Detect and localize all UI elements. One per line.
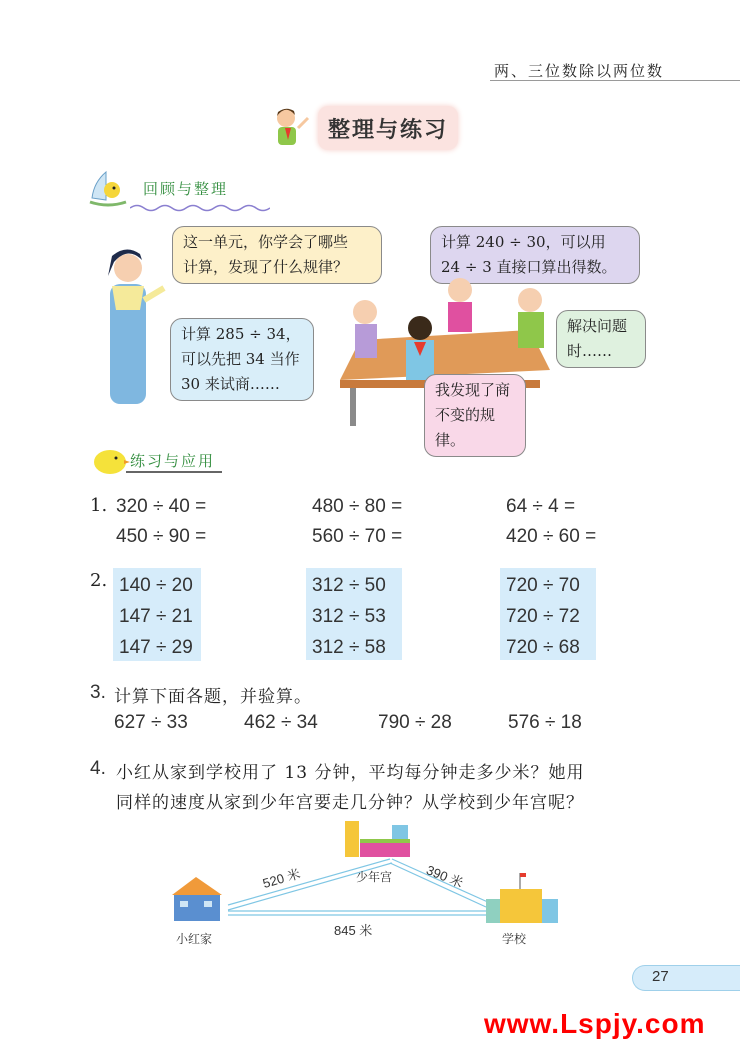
distance-palace-school: 390 米 [424, 862, 466, 891]
q4-text-line: 小红从家到学校用了 13 分钟，平均每分钟走多少米？她用 [116, 763, 585, 783]
bubble-line: 计算，发现了什么规律？ [183, 258, 349, 276]
bubble-line: 不变的规律。 [435, 406, 496, 449]
q1-item: 480 ÷ 80 = [312, 496, 403, 517]
bubble-line: 24 ÷ 3 直接口算出得数。 [441, 258, 617, 276]
q4-number: 4. [90, 758, 106, 779]
q2-number: 2. [90, 570, 108, 591]
q2-item: 720 ÷ 68 [506, 637, 580, 658]
q1-item: 420 ÷ 60 = [506, 526, 597, 547]
q2-item: 140 ÷ 20 [119, 575, 193, 596]
bubble-line: 计算 285 ÷ 34， [181, 325, 301, 343]
q1-number: 1. [90, 495, 108, 516]
sailboat-chick-icon [88, 170, 128, 210]
bubble-line: 可以先把 34 当作 [181, 350, 300, 368]
chapter-title: 两、三位数除以两位数 [494, 62, 665, 80]
bubble-line: 30 来试商…… [181, 375, 280, 393]
distance-home-palace: 520 米 [260, 865, 302, 891]
girl-left-speech-bubble [170, 318, 314, 401]
q2-item: 720 ÷ 72 [506, 606, 580, 627]
q2-item: 147 ÷ 29 [119, 637, 193, 658]
palace-label: 少年宫 [356, 870, 393, 884]
page-number: 27 [652, 968, 669, 985]
q3-item: 627 ÷ 33 [114, 712, 188, 733]
review-section-label: 回顾与整理 [143, 180, 229, 198]
header-divider [490, 80, 740, 81]
q1-item: 320 ÷ 40 = [116, 496, 207, 517]
q1-item: 450 ÷ 90 = [116, 526, 207, 547]
bubble-line: 计算 240 ÷ 30，可以用 [441, 233, 606, 251]
q3-item: 576 ÷ 18 [508, 712, 582, 733]
q3-number: 3. [90, 682, 106, 703]
boy-mascot-icon [272, 106, 312, 150]
q2-group-3 [500, 568, 596, 660]
teacher-illustration [90, 240, 170, 420]
page-title: 整理与练习 [318, 106, 458, 150]
home-building-icon [172, 877, 222, 921]
q3-item: 462 ÷ 34 [244, 712, 318, 733]
bubble-line: 时…… [567, 342, 613, 360]
practice-underline [126, 471, 222, 473]
boy-front-speech-bubble [424, 374, 526, 457]
q1-item: 64 ÷ 4 = [506, 496, 576, 517]
q2-item: 720 ÷ 70 [506, 575, 580, 596]
school-label: 学校 [502, 932, 527, 946]
watermark: www.Lspjy.com [484, 1008, 706, 1039]
school-building-icon [486, 873, 558, 923]
practice-section-label: 练习与应用 [130, 452, 216, 470]
boy-right-speech-bubble [556, 310, 646, 368]
q2-group-1 [113, 568, 201, 661]
q2-group-2 [306, 568, 402, 660]
bubble-line: 这一单元，你学会了哪些 [183, 233, 349, 251]
page-number-tab [632, 965, 740, 991]
wave-decoration [130, 198, 270, 208]
bubble-line: 解决问题 [567, 317, 628, 335]
youth-palace-building-icon [345, 821, 410, 857]
q1-item: 560 ÷ 70 = [312, 526, 403, 547]
q2-item: 312 ÷ 58 [312, 637, 386, 658]
q3-item: 790 ÷ 28 [378, 712, 452, 733]
q2-item: 312 ÷ 53 [312, 606, 386, 627]
q2-item: 312 ÷ 50 [312, 575, 386, 596]
bubble-line: 我发现了商 [435, 381, 511, 399]
q3-instruction: 计算下面各题，并验算。 [114, 687, 312, 707]
distance-home-school: 845 米 [334, 923, 373, 938]
home-label: 小红家 [176, 932, 213, 946]
q2-item: 147 ÷ 21 [119, 606, 193, 627]
q4-text-line: 同样的速度从家到少年宫要走几分钟？从学校到少年宫呢？ [116, 793, 584, 813]
chick-icon [90, 444, 130, 476]
